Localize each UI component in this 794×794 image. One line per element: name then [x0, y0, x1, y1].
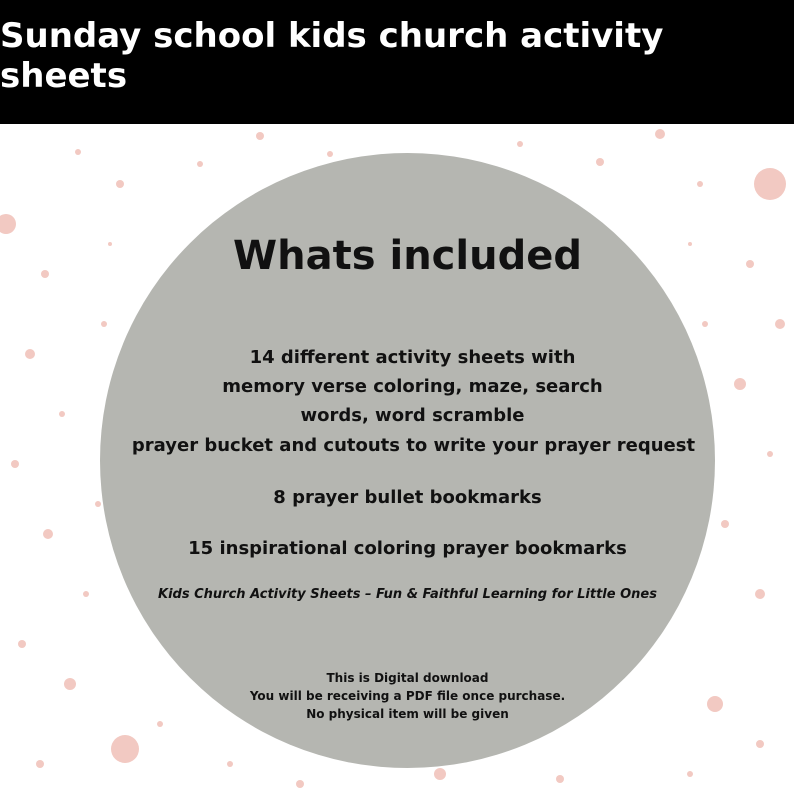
tagline: Kids Church Activity Sheets – Fun & Faithful Learning for Little Ones — [158, 587, 657, 602]
circle-content — [100, 153, 715, 768]
page-title: Sunday school kids church activity sheets — [0, 16, 664, 96]
included-item: 14 different activity sheets with memory verse coloring, maze, search words, word scramble — [222, 347, 603, 426]
note-line: No physical item will be given — [306, 707, 509, 721]
note-line: This is Digital download — [326, 671, 489, 685]
note-line: You will be receiving a PDF file once purchase. — [249, 689, 566, 703]
included-item: 8 prayer bullet bookmarks — [273, 487, 542, 508]
header-banner — [0, 0, 794, 124]
included-item: prayer bucket and cutouts to write your prayer request — [131, 435, 696, 456]
section-heading: Whats included — [233, 233, 582, 279]
included-item: 15 inspirational coloring prayer bookmarks — [188, 538, 627, 559]
download-notes — [160, 669, 655, 723]
